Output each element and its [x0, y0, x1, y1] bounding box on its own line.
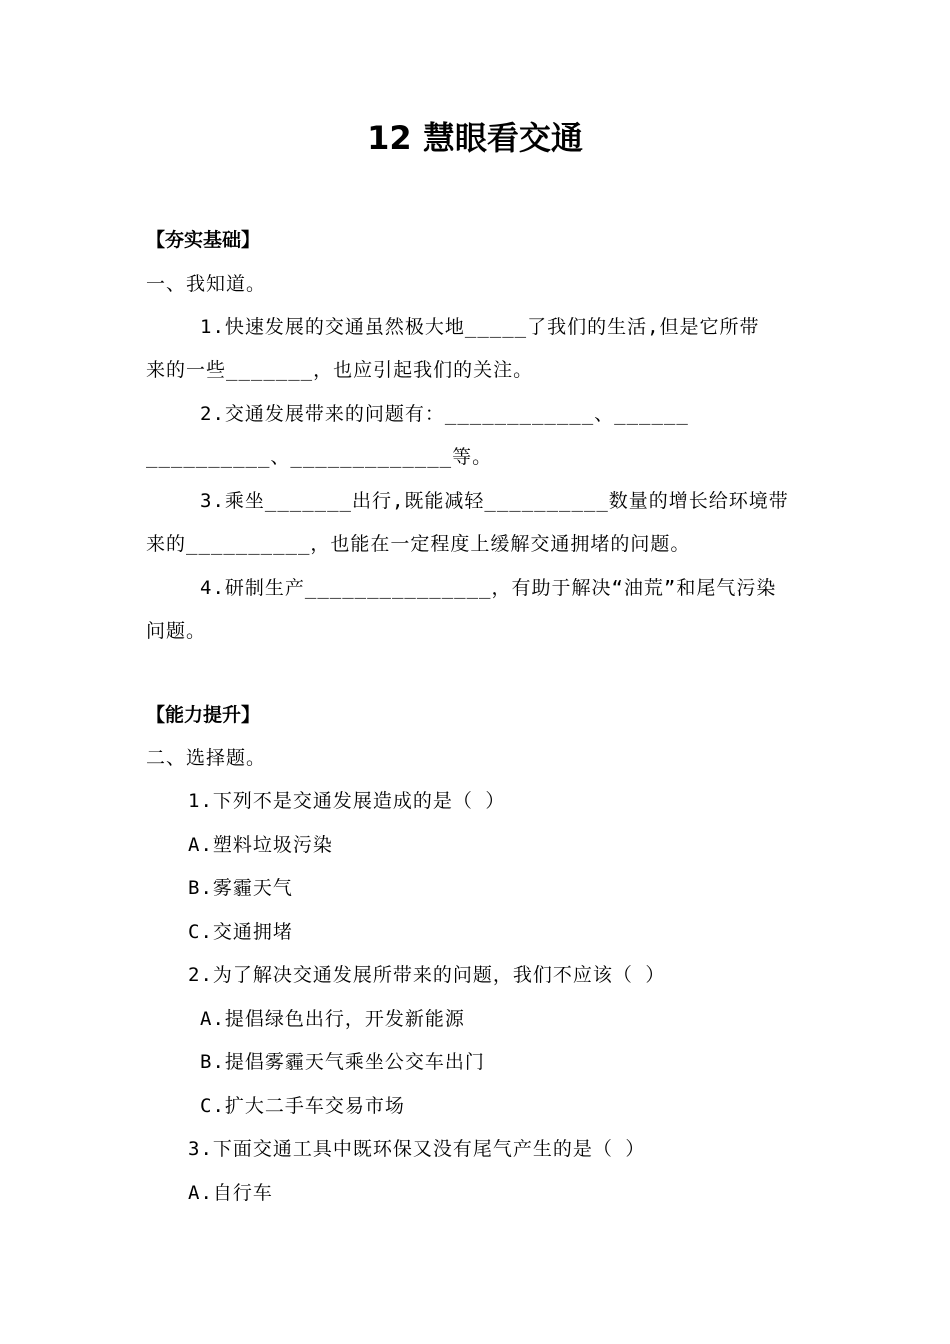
choice-option: C.交通拥堵 [188, 921, 293, 943]
choice-question-2: 2.为了解决交通发展所带来的问题，我们不应该（ ） [188, 964, 666, 986]
page-title: 12 慧眼看交通 [367, 119, 583, 157]
question-1-line-1: 1.快速发展的交通虽然极大地_____了我们的生活,但是它所带 [200, 316, 760, 338]
choice-option: B.提倡雾霾天气乘坐公交车出门 [200, 1051, 485, 1073]
choice-option: B.雾霾天气 [188, 877, 293, 899]
question-2-line-2: __________、_____________等。 [146, 446, 493, 468]
question-4-line-2: 问题。 [146, 620, 207, 642]
question-3-line-1: 3.乘坐_______出行,既能减轻__________数量的增长给环境带 [200, 490, 789, 512]
question-4-line-1: 4.研制生产_______________，有助于解决“油荒”和尾气污染 [200, 577, 777, 599]
question-1-line-2: 来的一些_______，也应引起我们的关注。 [146, 359, 534, 381]
choice-question-3: 3.下面交通工具中既环保又没有尾气产生的是（ ） [188, 1138, 646, 1160]
choice-option: C.扩大二手车交易市场 [200, 1095, 405, 1117]
choice-question-1: 1.下列不是交通发展造成的是（ ） [188, 790, 506, 812]
part-heading-fill-in: 一、我知道。 [146, 273, 267, 295]
part-heading-multiple-choice: 二、选择题。 [146, 747, 267, 769]
question-3-line-2: 来的__________，也能在一定程度上缓解交通拥堵的问题。 [146, 533, 691, 555]
question-2-line-1: 2.交通发展带来的问题有：____________、______ [200, 403, 689, 425]
section-header-basics: 【夯实基础】 [146, 229, 261, 251]
section-header-improve: 【能力提升】 [146, 704, 261, 726]
choice-option: A.提倡绿色出行，开发新能源 [200, 1008, 465, 1030]
choice-option: A.自行车 [188, 1182, 273, 1204]
choice-option: A.塑料垃圾污染 [188, 834, 333, 856]
